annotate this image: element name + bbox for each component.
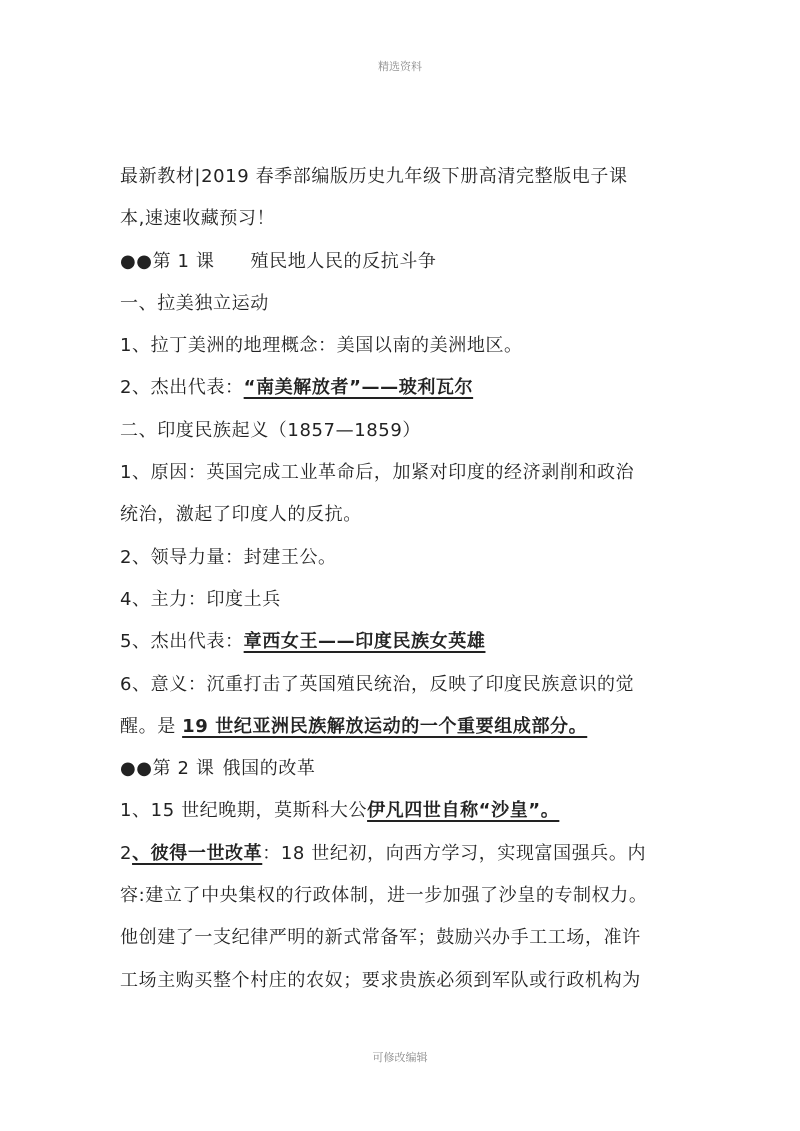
lesson-1-heading	[120, 241, 690, 283]
lesson-2-line-b: 他创建了一支纪律严明的新式常备军；鼓励兴办手工工场，准许	[120, 927, 641, 949]
document-body	[120, 156, 690, 1002]
lesson-2-heading	[120, 748, 690, 790]
lesson-1-title: 殖民地人民的反抗斗争	[250, 250, 437, 272]
section-2-item-5-prefix: 5、杰出代表：	[120, 631, 244, 653]
lesson-2-item-1	[120, 790, 690, 832]
section-2-item-4: 4、主力：印度土兵	[120, 588, 281, 610]
section-2-item-2: 2、领导力量：封建王公。	[120, 546, 337, 568]
page-header: 精选资料	[378, 60, 422, 73]
section-2-item-1-line-1: 1、原因：英国完成工业革命后，加紧对印度的经济剥削和政治	[120, 462, 635, 484]
lesson-2-item-1-emphasis: 伊凡四世自称“沙皇”。	[367, 800, 560, 822]
section-1-heading: 一、拉美独立运动	[120, 292, 269, 314]
section-1-item-2	[120, 367, 690, 409]
section-2-item-6-line-2	[120, 706, 690, 748]
section-2-item-6-line-1: 6、意义：沉重打击了英国殖民统治，反映了印度民族意识的觉	[120, 673, 635, 695]
section-1-item-2-prefix: 2、杰出代表：	[120, 377, 244, 399]
lesson-2-item-2	[120, 833, 690, 875]
lesson-1-label: ●●第 1 课	[120, 250, 215, 272]
lesson-2-item-2-number: 2	[120, 842, 133, 864]
lesson-2-line-a: 容:建立了中央集权的行政体制，进一步加强了沙皇的专制权力。	[120, 885, 648, 907]
title-line-1: 最新教材|2019 春季部编版历史九年级下册高清完整版电子课	[120, 166, 628, 187]
title-line-2: 本,速速收藏预习！	[120, 208, 276, 230]
lesson-2-label: ●●第 2 课	[120, 758, 215, 780]
page-footer: 可修改编辑	[372, 1051, 428, 1064]
section-2-item-1-line-2: 统治，激起了印度人的反抗。	[120, 504, 362, 526]
lesson-2-item-2-emphasis: 、彼得一世改革	[132, 842, 263, 864]
lesson-2-item-1-prefix: 1、15 世纪晚期，莫斯科大公	[120, 800, 368, 822]
section-2-item-5	[120, 621, 690, 663]
section-2-item-6-emphasis: 19 世纪亚洲民族解放运动的一个重要组成部分。	[182, 715, 588, 737]
section-1-item-1: 1、拉丁美洲的地理概念：美国以南的美洲地区。	[120, 335, 523, 357]
section-1-item-2-emphasis: “南美解放者”——玻利瓦尔	[243, 377, 474, 399]
lesson-2-title: 俄国的改革	[222, 758, 316, 780]
lesson-2-line-c: 工场主购买整个村庄的农奴；要求贵族必须到军队或行政机构为	[120, 969, 641, 991]
lesson-2-item-2-rest: ：18 世纪初，向西方学习，实现富国强兵。内	[262, 842, 647, 864]
section-2-heading: 二、印度民族起义（1857—1859）	[120, 419, 422, 441]
section-2-item-6-line-2-prefix: 醒。是	[120, 715, 183, 737]
section-2-item-5-emphasis: 章西女王——印度民族女英雄	[243, 631, 486, 653]
